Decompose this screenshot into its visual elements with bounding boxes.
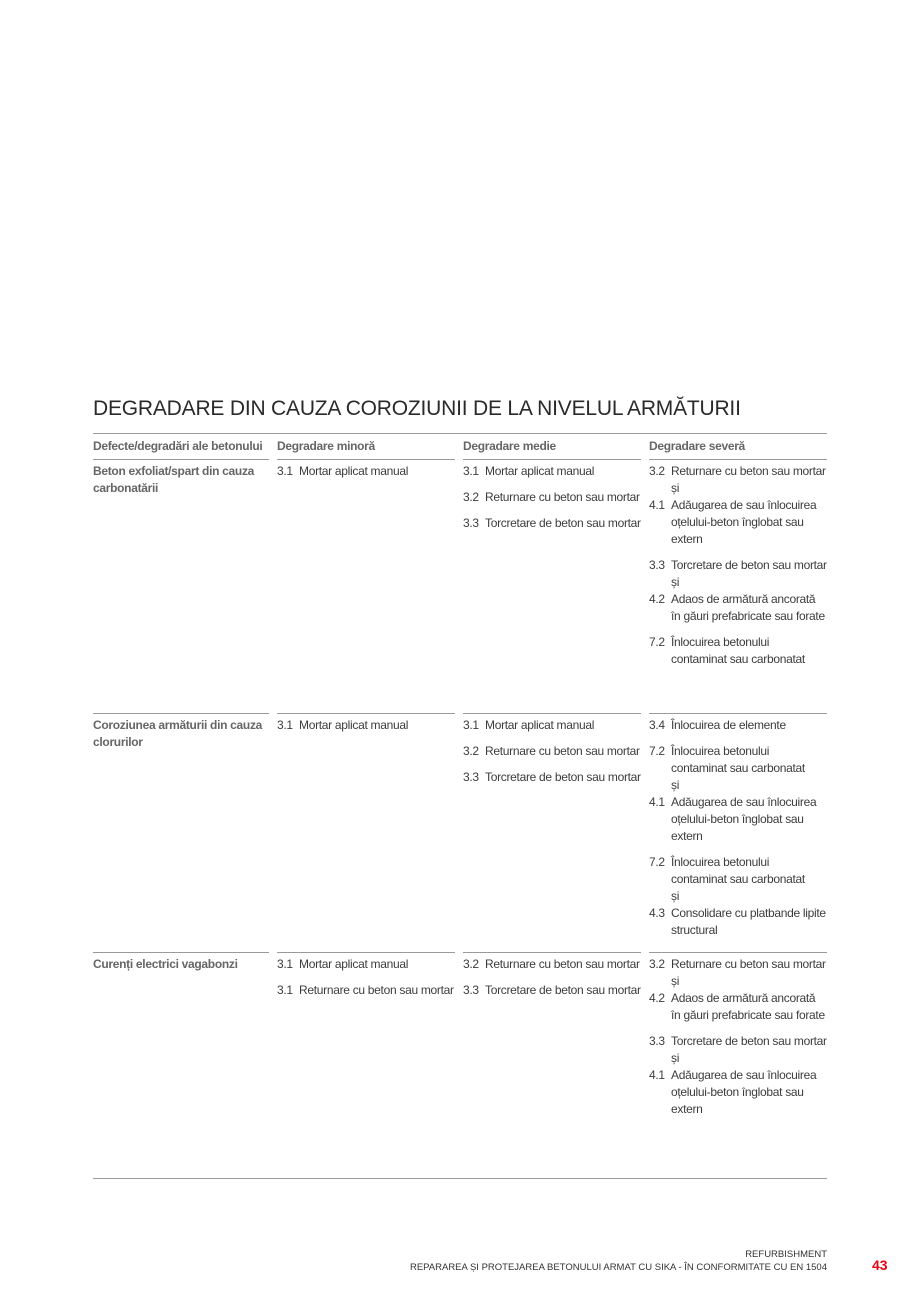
method-group: [277, 982, 455, 999]
method-text: Torcretare de beton sau mortar: [485, 770, 641, 784]
method-entry: [463, 769, 641, 786]
method-entry: [649, 557, 827, 574]
method-entry: [649, 888, 827, 905]
header-defects: Defecte/degradări ale betonului: [93, 434, 269, 460]
method-text: și: [671, 1051, 680, 1065]
method-number: 7.2: [649, 744, 665, 758]
method-number: 3.2: [463, 490, 479, 504]
medium-cell: [463, 713, 641, 952]
method-number: 3.3: [649, 558, 665, 572]
header-severe: Degradare severă: [649, 434, 827, 460]
method-number: 3.1: [463, 464, 479, 478]
method-entry: [463, 489, 641, 506]
footer-section: REFURBISHMENT: [745, 1249, 827, 1260]
method-number: 3.4: [649, 718, 665, 732]
method-entry: [649, 480, 827, 497]
method-group: [649, 557, 827, 625]
method-entry: [463, 515, 641, 532]
method-number: 3.1: [277, 983, 293, 997]
method-text: Înlocuirea de elemente: [671, 718, 786, 732]
page-body: [93, 433, 888, 1274]
method-entry: [463, 982, 641, 999]
method-text: și: [671, 778, 680, 792]
method-text: și: [671, 575, 680, 589]
defect-cell: Coroziunea armăturii din cauza clorurilor: [93, 713, 269, 952]
method-group: [463, 956, 641, 973]
table-row: [93, 713, 827, 952]
table-body: [93, 460, 827, 1178]
page-footer: [410, 1248, 827, 1274]
method-entry: [649, 743, 827, 777]
method-entry: [277, 463, 455, 480]
method-number: 4.3: [649, 906, 665, 920]
method-text: Returnare cu beton sau mortar: [671, 464, 826, 478]
method-entry: [649, 463, 827, 480]
method-text: Returnare cu beton sau mortar: [671, 957, 826, 971]
method-text: Mortar aplicat manual: [299, 718, 409, 732]
method-number: 3.3: [649, 1034, 665, 1048]
method-entry: [649, 854, 827, 888]
page-number: 43: [872, 1257, 888, 1273]
method-text: Mortar aplicat manual: [299, 957, 409, 971]
method-text: Returnare cu beton sau mortar: [299, 983, 454, 997]
method-group: [463, 463, 641, 480]
method-entry: [649, 1067, 827, 1118]
method-text: Returnare cu beton sau mortar: [485, 490, 640, 504]
method-number: 4.2: [649, 592, 665, 606]
method-text: și: [671, 974, 680, 988]
method-group: [649, 1033, 827, 1118]
method-text: Torcretare de beton sau mortar: [485, 983, 641, 997]
method-group: [649, 463, 827, 548]
method-text: Returnare cu beton sau mortar: [485, 744, 640, 758]
method-text: Înlocuirea betonului contaminat sau carbonatat: [671, 635, 805, 666]
method-text: Adaos de armătură ancorată în găuri prefabricate sau forate: [671, 991, 825, 1022]
method-group: [649, 743, 827, 845]
method-number: [649, 973, 671, 990]
method-entry: [649, 634, 827, 668]
method-text: Înlocuirea betonului contaminat sau carbonatat: [671, 855, 805, 886]
method-text: Mortar aplicat manual: [299, 464, 409, 478]
table-row: [93, 460, 827, 713]
method-number: 3.1: [277, 718, 293, 732]
method-group: [649, 956, 827, 1024]
method-group: [649, 854, 827, 939]
method-entry: [463, 956, 641, 973]
method-entry: [649, 1033, 827, 1050]
method-text: Adăugarea de sau înlocuirea oțelului-beton înglobat sau extern: [671, 795, 817, 843]
method-text: Consolidare cu platbande lipite structural: [671, 906, 826, 937]
method-number: [649, 480, 671, 497]
method-number: 7.2: [649, 855, 665, 869]
method-number: 3.3: [463, 983, 479, 997]
method-entry: [649, 956, 827, 973]
header-medium: Degradare medie: [463, 434, 641, 460]
method-text: și: [671, 889, 680, 903]
method-group: [277, 463, 455, 480]
minor-cell: [277, 460, 455, 713]
footer-area: [93, 1228, 888, 1274]
method-text: Adăugarea de sau înlocuirea oțelului-beton înglobat sau extern: [671, 498, 817, 546]
method-number: 3.3: [463, 516, 479, 530]
method-group: [649, 717, 827, 734]
method-entry: [649, 990, 827, 1024]
method-entry: [649, 1050, 827, 1067]
method-number: [649, 888, 671, 905]
method-text: Adaos de armătură ancorată în găuri prefabricate sau forate: [671, 592, 825, 623]
method-group: [277, 956, 455, 973]
method-group: [463, 743, 641, 760]
method-number: [649, 777, 671, 794]
method-group: [463, 717, 641, 734]
method-entry: [649, 973, 827, 990]
method-entry: [277, 717, 455, 734]
severe-cell: [649, 952, 827, 1178]
method-text: Adăugarea de sau înlocuirea oțelului-beton înglobat sau extern: [671, 1068, 817, 1116]
minor-cell: [277, 713, 455, 952]
method-text: Returnare cu beton sau mortar: [485, 957, 640, 971]
defect-cell: Curenți electrici vagabonzi: [93, 952, 269, 1178]
repair-methods-table: [93, 433, 827, 1179]
header-minor: Degradare minoră: [277, 434, 455, 460]
method-number: 3.1: [463, 718, 479, 732]
method-text: și: [671, 481, 680, 495]
method-entry: [463, 463, 641, 480]
medium-cell: [463, 460, 641, 713]
method-group: [463, 489, 641, 506]
method-text: Mortar aplicat manual: [485, 464, 595, 478]
severe-cell: [649, 460, 827, 713]
method-number: 7.2: [649, 635, 665, 649]
method-number: 3.1: [277, 464, 293, 478]
method-number: 3.2: [463, 744, 479, 758]
severe-cell: [649, 713, 827, 952]
method-entry: [277, 982, 455, 999]
method-group: [463, 515, 641, 532]
method-group: [277, 717, 455, 734]
method-entry: [649, 717, 827, 734]
method-text: Înlocuirea betonului contaminat sau carbonatat: [671, 744, 805, 775]
method-entry: [649, 777, 827, 794]
method-number: 3.1: [277, 957, 293, 971]
method-number: 4.1: [649, 1068, 665, 1082]
method-entry: [649, 497, 827, 548]
method-text: Torcretare de beton sau mortar: [671, 1034, 827, 1048]
method-text: Torcretare de beton sau mortar: [671, 558, 827, 572]
method-number: 3.3: [463, 770, 479, 784]
method-number: 4.1: [649, 795, 665, 809]
table-row: [93, 952, 827, 1178]
method-number: [649, 574, 671, 591]
method-number: 4.2: [649, 991, 665, 1005]
method-number: 3.2: [463, 957, 479, 971]
method-number: 4.1: [649, 498, 665, 512]
method-text: Torcretare de beton sau mortar: [485, 516, 641, 530]
method-text: Mortar aplicat manual: [485, 718, 595, 732]
method-group: [463, 769, 641, 786]
table-header-row: [93, 434, 827, 460]
minor-cell: [277, 952, 455, 1178]
page-title: DEGRADARE DIN CAUZA COROZIUNII DE LA NIVELUL ARMĂTURII: [93, 397, 741, 420]
method-entry: [277, 956, 455, 973]
method-entry: [463, 717, 641, 734]
method-number: 3.2: [649, 957, 665, 971]
medium-cell: [463, 952, 641, 1178]
method-entry: [649, 905, 827, 939]
method-group: [649, 634, 827, 668]
method-number: 3.2: [649, 464, 665, 478]
method-number: [649, 1050, 671, 1067]
footer-publication: REPARAREA ȘI PROTEJAREA BETONULUI ARMAT CU SIKA - ÎN CONFORMITATE CU EN 1504: [409, 1262, 827, 1273]
defect-cell: Beton exfoliat/spart din cauza carbonatării: [93, 464, 255, 495]
method-entry: [649, 591, 827, 625]
method-entry: [649, 794, 827, 845]
method-entry: [649, 574, 827, 591]
method-group: [463, 982, 641, 999]
method-entry: [463, 743, 641, 760]
